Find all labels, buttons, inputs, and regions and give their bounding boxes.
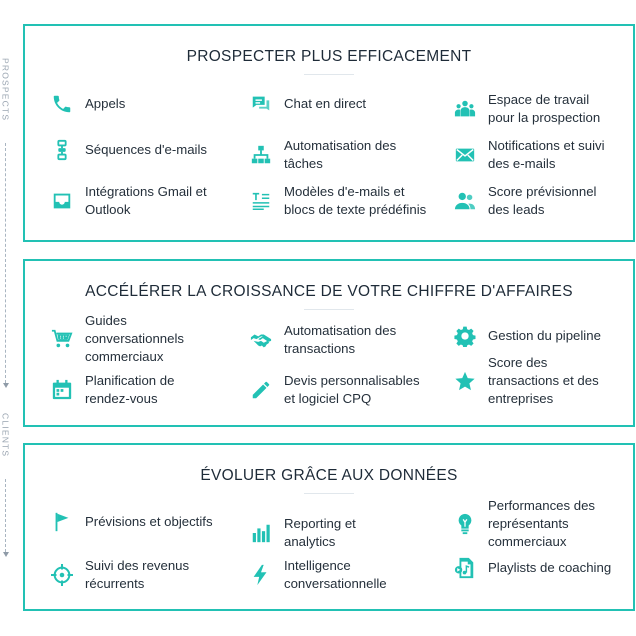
cart-icon [49, 326, 75, 352]
side-dashed-line [5, 143, 6, 383]
feature-label: Suivi des revenus récurrents [85, 558, 190, 591]
section-title: ÉVOLUER GRÂCE AUX DONNÉES [200, 467, 458, 484]
chat-icon [248, 91, 274, 117]
feature-label: Devis personnalisables et logiciel CPQ [284, 373, 420, 406]
feature-planification [49, 372, 174, 408]
envelope-icon [452, 142, 478, 168]
feature-label: Intelligence conversationnelle [284, 558, 387, 591]
feature-appels [49, 91, 125, 117]
feature-label: Espace de travail pour la prospection [488, 92, 601, 125]
bar-chart-icon [248, 520, 274, 546]
feature-performances [452, 497, 595, 551]
hierarchy-icon [248, 142, 274, 168]
section-donnees [23, 443, 635, 611]
feature-label: Score prévisionnel des leads [488, 184, 597, 217]
flag-icon [49, 509, 75, 535]
title-divider [304, 309, 354, 310]
gear-icon [452, 323, 478, 349]
feature-label: Modèles d'e-mails et blocs de texte prédéfinis [284, 184, 427, 217]
side-label-prospects: PROSPECTS [0, 58, 11, 122]
side-rail-prospects [0, 58, 11, 388]
side-rail-clients [0, 413, 11, 557]
playlist-icon [452, 555, 478, 581]
feature-label: Performances des représentants commerciaux [488, 498, 596, 549]
section-title: ACCÉLÉRER LA CROISSANCE DE VOTRE CHIFFRE D'AFFAIRES [85, 283, 573, 300]
feature-guides-conversationnels [49, 312, 184, 366]
calendar-icon [49, 377, 75, 403]
lightning-icon [248, 562, 274, 588]
inbox-icon [49, 188, 75, 214]
section-title: PROSPECTER PLUS EFFICACEMENT [186, 48, 472, 65]
target-icon [49, 562, 75, 588]
feature-label: Gestion du pipeline [488, 328, 601, 343]
feature-label: Séquences d'e-mails [85, 142, 208, 157]
feature-devis-cpq [248, 372, 420, 408]
star-icon [452, 368, 478, 394]
feature-automatisation-taches [248, 137, 396, 173]
feature-label: Automatisation des tâches [284, 138, 397, 171]
feature-label: Prévisions et objectifs [85, 514, 213, 529]
section-croissance [23, 259, 635, 427]
feature-label: Reporting et analytics [284, 516, 356, 549]
feature-label: Chat en direct [284, 96, 367, 111]
users-icon [452, 188, 478, 214]
feature-label: Intégrations Gmail et Outlook [85, 184, 207, 217]
feature-notifications-emails [452, 137, 605, 173]
sequence-icon [49, 137, 75, 163]
title-divider [304, 74, 354, 75]
side-dashed-line [5, 479, 6, 552]
feature-label: Planification de rendez-vous [85, 373, 175, 406]
feature-modeles-emails [248, 183, 426, 219]
feature-reporting [248, 515, 356, 551]
feature-suivi-revenus [49, 557, 189, 593]
team-icon [452, 96, 478, 122]
feature-chat-en-direct [248, 91, 366, 117]
feature-gestion-pipeline [452, 323, 601, 349]
feature-score-leads [452, 183, 597, 219]
feature-label: Automatisation des transactions [284, 323, 397, 356]
title-divider [304, 493, 354, 494]
feature-integrations [49, 183, 207, 219]
feature-label: Appels [85, 96, 126, 111]
side-label-clients: CLIENTS [0, 413, 11, 458]
text-template-icon [248, 188, 274, 214]
feature-label: Playlists de coaching [488, 560, 612, 575]
feature-playlists [452, 555, 611, 581]
down-arrow-icon [3, 383, 9, 388]
feature-espace-travail [452, 91, 600, 127]
lightbulb-icon [452, 511, 478, 537]
handshake-icon [248, 327, 274, 353]
down-arrow-icon [3, 552, 9, 557]
pencil-icon [248, 377, 274, 403]
feature-previsions [49, 509, 213, 535]
feature-intelligence [248, 557, 387, 593]
feature-label: Score des transactions et des entreprises [488, 355, 599, 406]
feature-automatisation-transactions [248, 322, 396, 358]
feature-label: Notifications et suivi des e-mails [488, 138, 605, 171]
feature-score-transactions [452, 354, 599, 408]
section-prospect [23, 24, 635, 242]
phone-icon [49, 91, 75, 117]
feature-sequences [49, 137, 207, 163]
feature-label: Guides conversationnels commerciaux [85, 313, 184, 364]
